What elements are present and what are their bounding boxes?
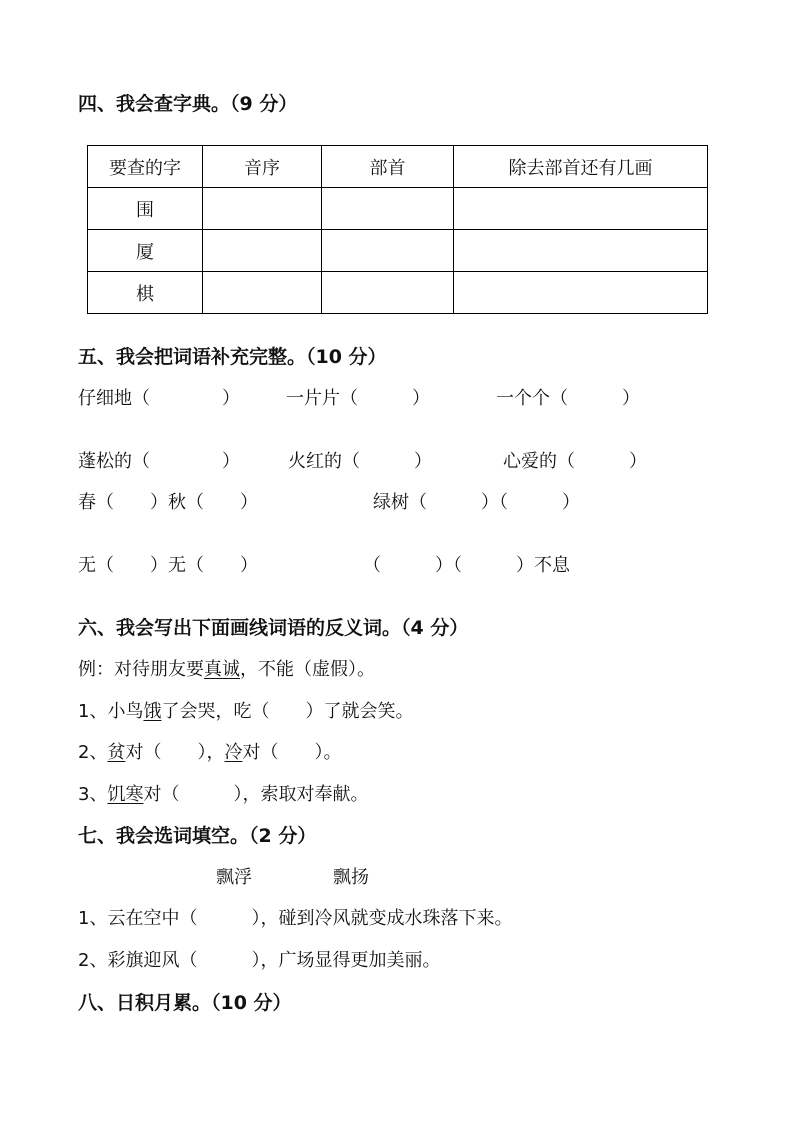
question-line: 1、云在空中（ ），碰到冷风就变成水珠落下来。 [78, 908, 513, 929]
answer-cell[interactable] [203, 272, 322, 314]
fill-item: 心爱的（ ） [503, 451, 647, 472]
table-row [88, 230, 708, 272]
fill-item: 蓬松的（ ） [78, 451, 240, 472]
underlined-word: 贫 [107, 742, 126, 763]
text: 对（ ）。 [242, 742, 342, 763]
table-header: 音序 [203, 146, 322, 188]
answer-cell[interactable] [322, 188, 454, 230]
example-line [78, 659, 375, 681]
underlined-word: 饥寒 [107, 784, 144, 805]
answer-cell[interactable] [322, 272, 454, 314]
question-line [78, 701, 413, 723]
section-8-title: 八、日积月累。（10 分） [78, 992, 292, 1014]
answer-cell[interactable] [454, 188, 708, 230]
answer-cell[interactable] [454, 230, 708, 272]
fill-item: （ ）（ ）不息 [363, 555, 570, 576]
fill-item: 火红的（ ） [288, 451, 432, 472]
text: 例：对待朋友要 [78, 659, 204, 680]
underlined-word: 真诚 [204, 659, 240, 680]
underlined-word: 饿 [143, 701, 162, 722]
table-header-row [88, 146, 708, 188]
text: 了会哭，吃（ ）了就会笑。 [161, 701, 414, 722]
section-5-title: 五、我会把词语补充完整。（10 分） [78, 346, 387, 368]
fill-item: 绿树（ ）（ ） [373, 492, 580, 513]
answer-cell[interactable] [203, 188, 322, 230]
char-cell: 围 [88, 188, 203, 230]
answer-cell[interactable] [203, 230, 322, 272]
char-cell: 厦 [88, 230, 203, 272]
underlined-word: 冷 [224, 742, 243, 763]
text: 1、小鸟 [78, 701, 144, 722]
fill-item: 一个个（ ） [496, 388, 640, 409]
answer-cell[interactable] [454, 272, 708, 314]
section-4-title: 四、我会查字典。（9 分） [78, 93, 298, 115]
fill-item: 一片片（ ） [286, 388, 430, 409]
word-option: 飘扬 [333, 867, 369, 888]
text: 对（ ），索取对奉献。 [143, 784, 369, 805]
table-header: 部首 [322, 146, 454, 188]
text: 3、 [78, 784, 108, 805]
table-row [88, 188, 708, 230]
text: 对（ ）， [125, 742, 225, 763]
text: 2、 [78, 742, 108, 763]
text: ，不能（虚假）。 [240, 659, 375, 680]
fill-item: 春（ ）秋（ ） [78, 492, 258, 513]
question-line [78, 784, 368, 806]
dictionary-table [87, 145, 708, 314]
answer-cell[interactable] [322, 230, 454, 272]
fill-item: 仔细地（ ） [78, 388, 240, 409]
section-6-title: 六、我会写出下面画线词语的反义词。（4 分） [78, 617, 469, 639]
table-header: 除去部首还有几画 [454, 146, 708, 188]
char-cell: 棋 [88, 272, 203, 314]
question-line [78, 742, 341, 764]
table-row [88, 272, 708, 314]
section-7-title: 七、我会选词填空。（2 分） [78, 825, 317, 847]
fill-item: 无（ ）无（ ） [78, 555, 258, 576]
word-option: 飘浮 [216, 867, 252, 888]
question-line: 2、彩旗迎风（ ），广场显得更加美丽。 [78, 950, 441, 971]
table-header: 要查的字 [88, 146, 203, 188]
